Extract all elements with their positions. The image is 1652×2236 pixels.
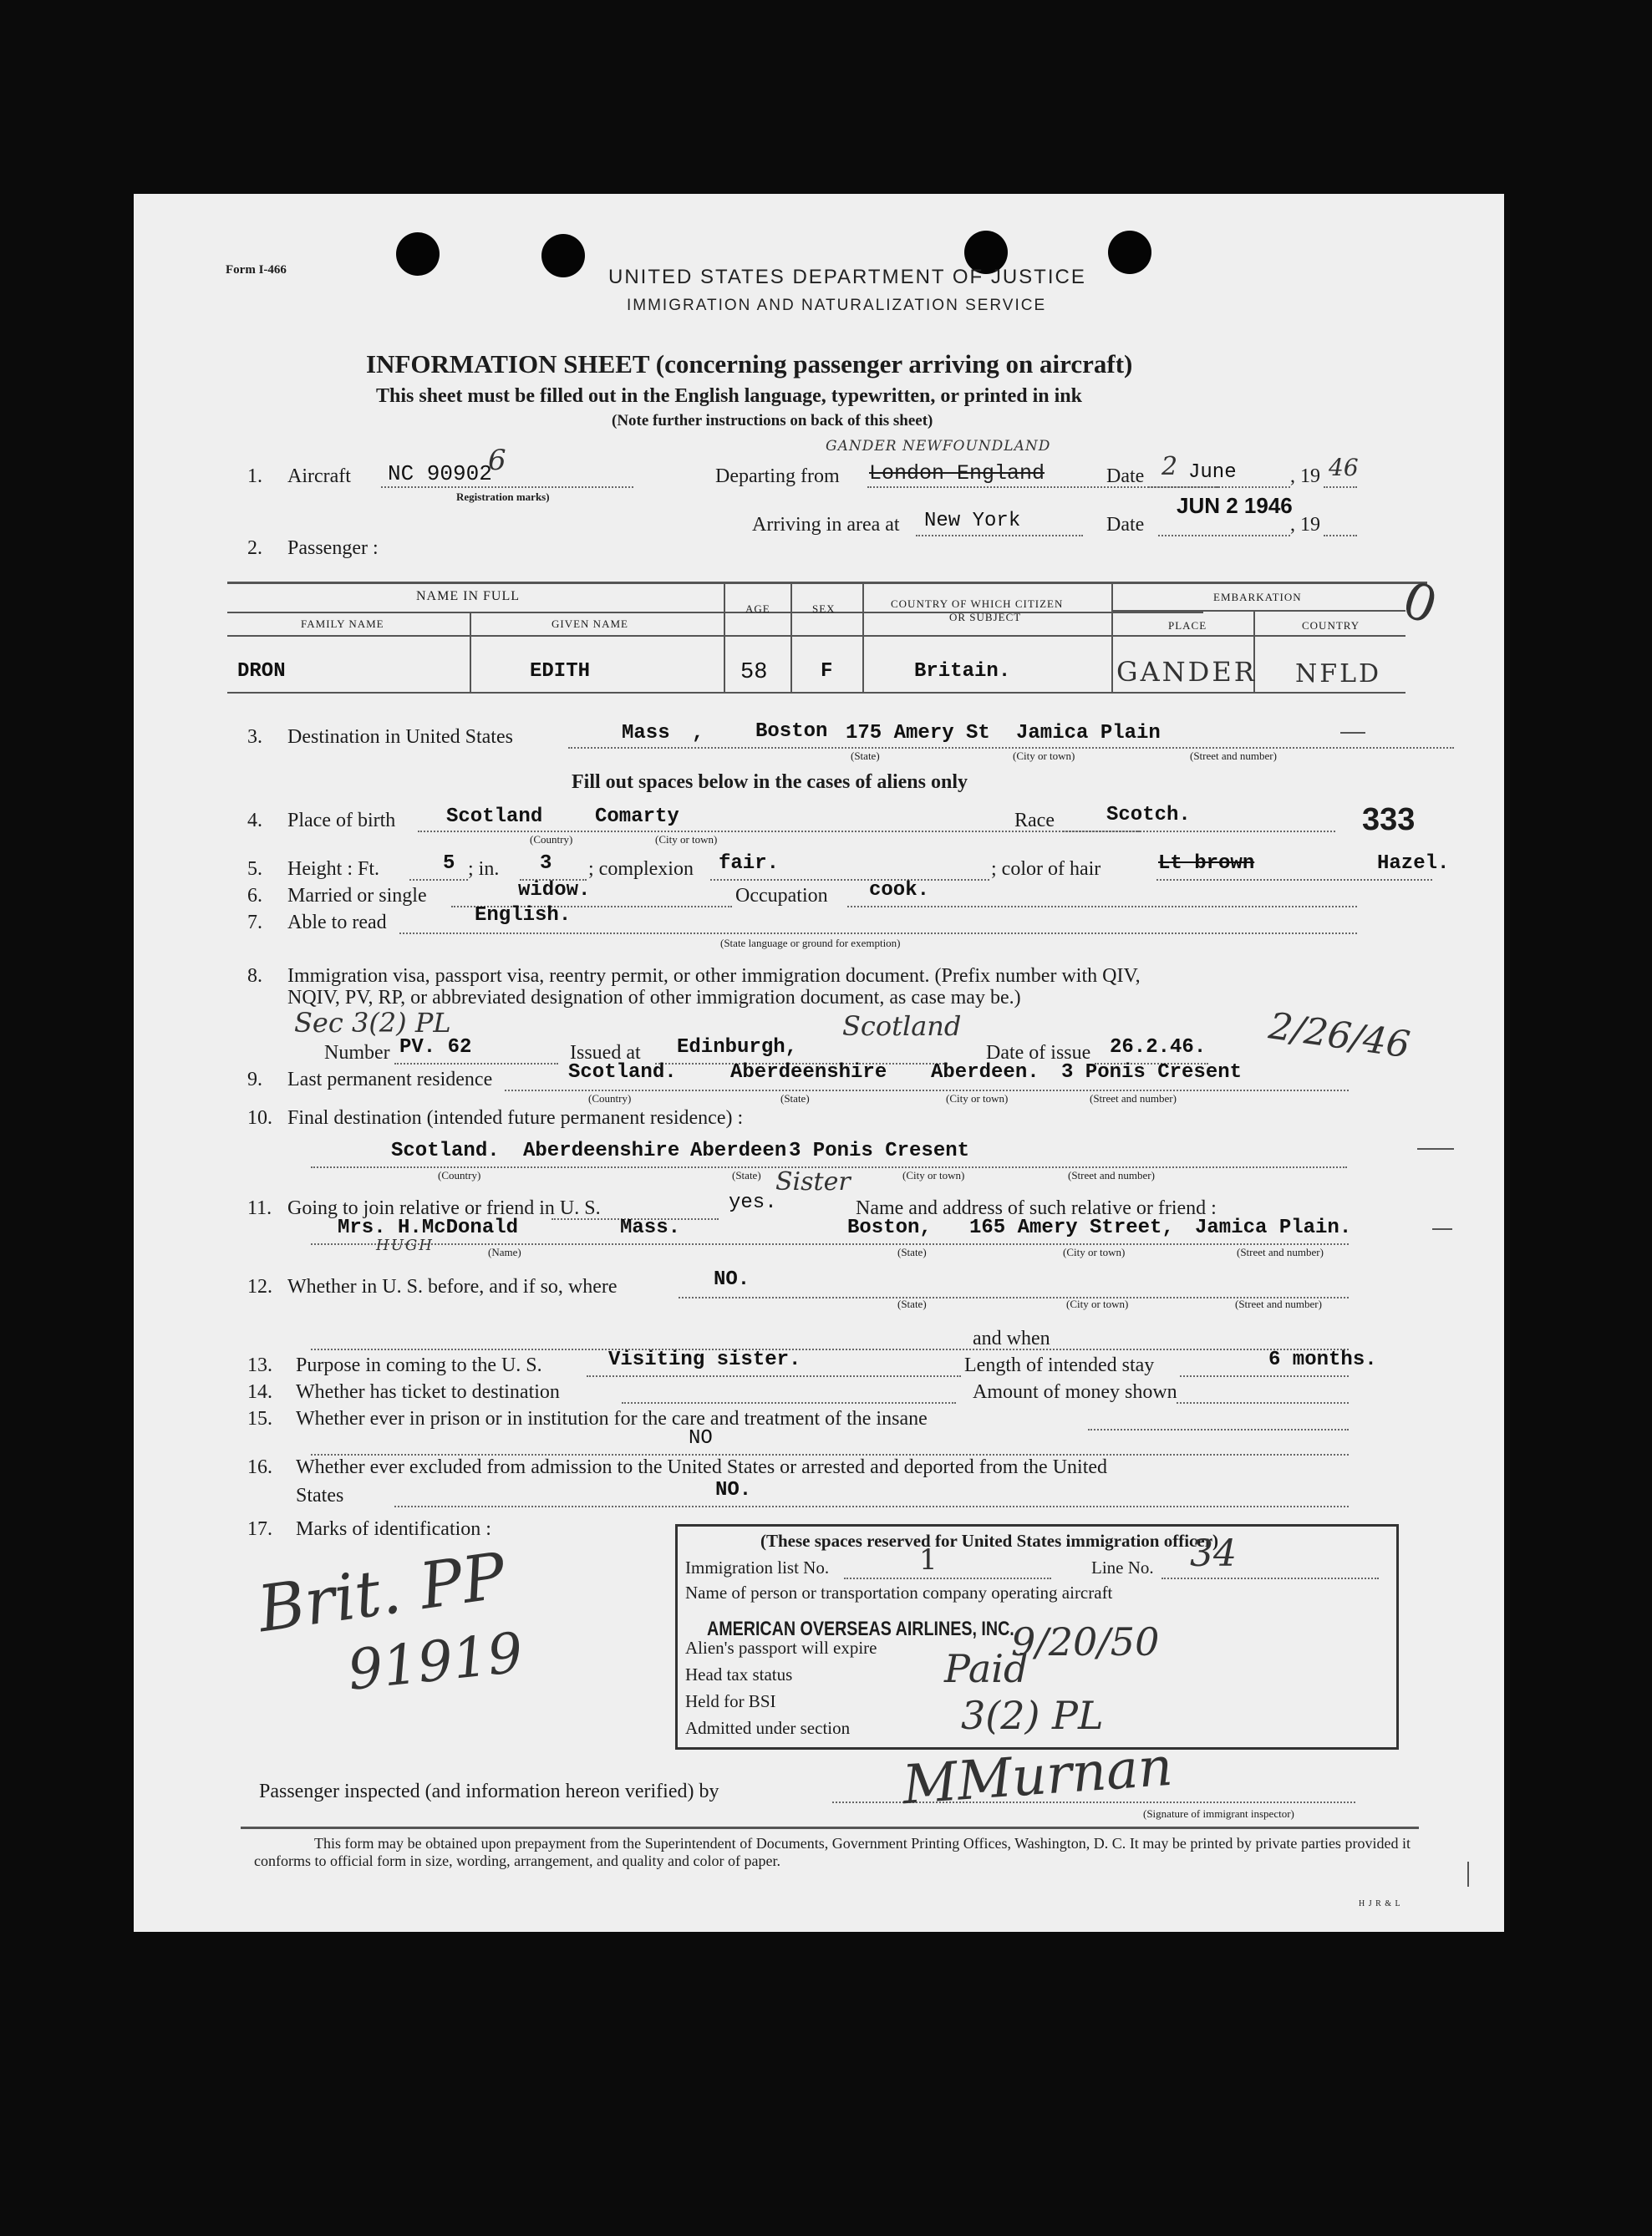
- item-number: 2.: [247, 537, 262, 559]
- issued-at-hw: Scotland: [842, 1010, 962, 1042]
- res-state: Aberdeenshire: [730, 1061, 887, 1084]
- ticket-label: Whether has ticket to destination: [296, 1381, 560, 1403]
- age-header: AGE: [745, 602, 770, 615]
- aliens-heading: Fill out spaces below in the cases of aliens only: [572, 771, 968, 793]
- caption: (Country): [530, 833, 573, 846]
- and-when-label: and when: [973, 1328, 1050, 1349]
- caption: (City or town): [902, 1169, 965, 1182]
- item-number: 8.: [247, 965, 262, 987]
- stamp-333: 333: [1362, 802, 1416, 837]
- fd-state: Aberdeenshire: [523, 1140, 680, 1162]
- birth-country: Scotland: [446, 805, 543, 828]
- year-prefix: , 19: [1290, 514, 1320, 536]
- citizen-header-2: OR SUBJECT: [949, 611, 1022, 623]
- relative-name: Mrs. H.McDonald: [338, 1217, 519, 1239]
- res-street: 3 Ponis Cresent: [1061, 1061, 1243, 1084]
- admitted-value: 3(2) PL: [961, 1693, 1104, 1738]
- in-us-before-label: Whether in U. S. before, and if so, where: [287, 1276, 618, 1298]
- list-no-label: Immigration list No.: [685, 1558, 830, 1578]
- eyes-value: Hazel.: [1377, 852, 1450, 875]
- aircraft-value: NC 90902: [388, 461, 492, 486]
- passport-expire-label: Alien's passport will expire: [685, 1638, 877, 1658]
- operator-label: Name of person or transportation company operating aircraft: [685, 1583, 1113, 1603]
- res-city: Aberdeen.: [931, 1061, 1039, 1084]
- caption: (State): [780, 1092, 810, 1105]
- departing-correction: GANDER NEWFOUNDLAND: [826, 438, 1051, 455]
- name-in-full-header: NAME IN FULL: [416, 589, 520, 603]
- issue-date: 26.2.46.: [1110, 1036, 1207, 1059]
- caption: (Street and number): [1190, 750, 1277, 762]
- caption: (State): [732, 1169, 761, 1182]
- purpose-value: Visiting sister.: [608, 1349, 801, 1371]
- departure-day: 2: [1161, 452, 1178, 481]
- item-number: 4.: [247, 810, 262, 831]
- year-prefix: , 19: [1290, 465, 1320, 487]
- final-destination-label: Final destination (intended future permanent residence) :: [287, 1107, 744, 1129]
- number-label: Number: [324, 1042, 390, 1064]
- complexion-value: fair.: [719, 852, 780, 875]
- res-country: Scotland.: [568, 1061, 677, 1084]
- fd-city: Aberdeen: [690, 1140, 787, 1162]
- embarkation-header: EMBARKATION: [1213, 591, 1302, 603]
- subtitle: This sheet must be filled out in the English language, typewritten, or printed in ink: [376, 385, 1082, 407]
- item-number: 1.: [247, 465, 262, 487]
- sex-value: F: [821, 660, 833, 683]
- dest-state: Mass: [622, 722, 670, 744]
- item-number: 3.: [247, 726, 262, 748]
- departure-year: 46: [1329, 454, 1359, 481]
- visa-number: PV. 62: [399, 1036, 472, 1059]
- marks-hw-1: Brit. PP: [253, 1537, 511, 1647]
- caption: (Country): [588, 1092, 632, 1105]
- item-number: 11.: [247, 1197, 272, 1219]
- fd-street: 3 Ponis Cresent: [789, 1140, 970, 1162]
- departing-value: London England: [869, 461, 1045, 485]
- item-number: 7.: [247, 912, 262, 933]
- country-header: COUNTRY: [1302, 619, 1360, 632]
- department: UNITED STATES DEPARTMENT OF JUSTICE: [608, 266, 1086, 288]
- item-number: 5.: [247, 858, 262, 880]
- service: IMMIGRATION AND NATURALIZATION SERVICE: [627, 297, 1047, 314]
- join-value: yes.: [729, 1192, 777, 1214]
- money-label: Amount of money shown: [973, 1381, 1177, 1403]
- given-name-header: GIVEN NAME: [552, 617, 628, 630]
- caption: (Street and number): [1090, 1092, 1177, 1105]
- relative-area: Jamica Plain.: [1195, 1217, 1352, 1239]
- officer-box-heading: (These spaces reserved for United States immigration officer): [760, 1531, 1219, 1551]
- fd-country: Scotland.: [391, 1140, 500, 1162]
- departure-month: June: [1188, 461, 1237, 484]
- punch-hole: [1108, 231, 1151, 274]
- birth-city: Comarty: [595, 805, 679, 828]
- join-hw: Sister: [775, 1167, 851, 1197]
- item-number: 13.: [247, 1354, 272, 1376]
- line-no-value: 34: [1190, 1532, 1237, 1575]
- item-number: 16.: [247, 1456, 272, 1478]
- height-label: Height : Ft.: [287, 858, 380, 880]
- sex-header: SEX: [812, 602, 836, 615]
- birth-label: Place of birth: [287, 810, 396, 831]
- race-value: Scotch.: [1106, 804, 1191, 826]
- given-name-value: EDITH: [530, 660, 591, 683]
- prison-value: NO: [689, 1427, 713, 1450]
- aircraft-correction: 6: [488, 444, 506, 477]
- item-number: 14.: [247, 1381, 272, 1403]
- admitted-label: Admitted under section: [685, 1718, 851, 1738]
- embark-place-value: GANDER: [1116, 656, 1257, 688]
- place-header: PLACE: [1168, 619, 1207, 632]
- inspected-label: Passenger inspected (and information hereon verified) by: [259, 1781, 719, 1802]
- arrival-date-stamp: JUN 2 1946: [1177, 493, 1293, 518]
- relative-state: Mass.: [620, 1217, 681, 1239]
- hair-label: ; color of hair: [991, 858, 1101, 880]
- relative-name-hw: HUGH: [376, 1237, 434, 1254]
- caption: (City or town): [1063, 1246, 1126, 1258]
- citizenship-value: Britain.: [914, 660, 1011, 683]
- name-address-label: Name and address of such relative or friend :: [856, 1197, 1217, 1219]
- dest-city: Boston: [755, 720, 828, 743]
- form-number: Form I-466: [226, 263, 287, 277]
- height-in: 3: [540, 852, 552, 875]
- caption: (City or town): [655, 833, 718, 846]
- line-no-label: Line No.: [1091, 1558, 1154, 1578]
- information-sheet: [134, 194, 1504, 1932]
- dest-street: 175 Amery St: [846, 722, 990, 744]
- citizen-header-1: COUNTRY OF WHICH CITIZEN: [891, 597, 1064, 610]
- purpose-label: Purpose in coming to the U. S.: [296, 1354, 542, 1376]
- marital-value: widow.: [518, 879, 591, 902]
- caption: (Street and number): [1237, 1246, 1324, 1258]
- caption: (City or town): [946, 1092, 1009, 1105]
- caption: (State): [851, 750, 880, 762]
- item-number: 17.: [247, 1518, 272, 1540]
- issue-date-hw: 2/26/46: [1266, 1004, 1413, 1067]
- date-label: Date: [1106, 514, 1145, 536]
- caption: (Street and number): [1235, 1298, 1322, 1310]
- list-no-value: 1: [919, 1543, 938, 1577]
- dest-area: Jamica Plain: [1016, 722, 1161, 744]
- excluded-label-2: States: [296, 1485, 344, 1507]
- departing-label: Departing from: [715, 465, 840, 487]
- complexion-label: ; complexion: [588, 858, 694, 880]
- item-number: 10.: [247, 1107, 272, 1129]
- relative-city: Boston,: [847, 1217, 932, 1239]
- caption: (City or town): [1066, 1298, 1129, 1310]
- issued-at-value: Edinburgh,: [677, 1036, 798, 1059]
- item-number: 12.: [247, 1276, 272, 1298]
- dest-separator: ,: [692, 722, 704, 744]
- printer-mark: H J R & L: [1359, 1899, 1401, 1908]
- last-residence-label: Last permanent residence: [287, 1069, 493, 1090]
- marks-hw-2: 91919: [344, 1620, 526, 1703]
- date-label: Date: [1106, 465, 1145, 487]
- arriving-label: Arriving in area at: [752, 514, 900, 536]
- page-title: INFORMATION SHEET (concerning passenger arriving on aircraft): [366, 349, 1133, 379]
- embark-country-value: NFLD: [1295, 659, 1382, 689]
- aircraft-label: Aircraft: [287, 465, 351, 487]
- caption: (Street and number): [1068, 1169, 1155, 1182]
- head-tax-label: Head tax status: [685, 1664, 793, 1685]
- marks-label: Marks of identification :: [296, 1518, 491, 1540]
- punch-hole: [541, 234, 585, 277]
- signature-caption: (Signature of immigrant inspector): [1143, 1807, 1294, 1820]
- visa-text-1: Immigration visa, passport visa, reentry permit, or other immigration document. (Prefix number with QIV,: [287, 965, 1141, 987]
- occupation-value: cook.: [869, 879, 930, 902]
- caption: (Name): [488, 1246, 521, 1258]
- length-of-stay-label: Length of intended stay: [964, 1354, 1155, 1376]
- issued-at-label: Issued at: [570, 1042, 641, 1064]
- visa-text-2: NQIV, PV, RP, or abbreviated designation of other immigration document, as case may be.): [287, 987, 1021, 1009]
- item-number: 15.: [247, 1408, 272, 1430]
- in-us-before-value: NO.: [714, 1268, 750, 1291]
- item-number: 9.: [247, 1069, 262, 1090]
- hair-value: Lt brown: [1158, 852, 1255, 875]
- height-ft: 5: [443, 852, 455, 875]
- handwritten-mark: 0: [1395, 570, 1446, 637]
- age-value: 58: [740, 660, 768, 685]
- item-number: 6.: [247, 885, 262, 907]
- inspector-signature: MMurnan: [900, 1735, 1175, 1817]
- arriving-value: New York: [924, 510, 1021, 532]
- destination-label: Destination in United States: [287, 726, 513, 748]
- date-of-issue-label: Date of issue: [986, 1042, 1091, 1064]
- inches-label: ; in.: [468, 858, 500, 880]
- excluded-value: NO.: [715, 1479, 752, 1502]
- stay-value: 6 months.: [1268, 1349, 1377, 1371]
- read-value: English.: [475, 904, 572, 927]
- caption: (City or town): [1013, 750, 1075, 762]
- held-bsi-label: Held for BSI: [685, 1691, 776, 1711]
- caption: (Country): [438, 1169, 481, 1182]
- family-name-header: FAMILY NAME: [301, 617, 384, 630]
- passenger-label: Passenger :: [287, 537, 379, 559]
- married-label: Married or single: [287, 885, 427, 907]
- read-label: Able to read: [287, 912, 387, 933]
- caption: (State): [897, 1246, 927, 1258]
- relative-street: 165 Amery Street,: [969, 1217, 1174, 1239]
- passport-expire-value: 9/20/50: [1011, 1619, 1160, 1664]
- race-label: Race: [1014, 810, 1055, 831]
- excluded-label-1: Whether ever excluded from admission to the United States or arrested and deported from the United: [296, 1456, 1108, 1478]
- prison-label: Whether ever in prison or in institution for the care and treatment of the insane: [296, 1408, 928, 1430]
- punch-hole: [396, 232, 440, 276]
- family-name-value: DRON: [237, 660, 286, 683]
- head-tax-value: Paid: [944, 1646, 1029, 1691]
- occupation-label: Occupation: [735, 885, 828, 907]
- caption: (State language or ground for exemption): [720, 937, 901, 949]
- registration-caption: Registration marks): [456, 490, 550, 503]
- instructions-note: (Note further instructions on back of this sheet): [612, 412, 933, 429]
- caption: (State): [897, 1298, 927, 1310]
- operator-value: AMERICAN OVERSEAS AIRLINES, INC.: [707, 1618, 1014, 1640]
- visa-note: Sec 3(2) PL: [294, 1007, 451, 1039]
- footnote: This form may be obtained upon prepayment from the Superintendent of Documents, Government Printing Offices, Washington, D. C. It may be printed by private parties provided it conforms to official form in size, wording, arrangement, and quality and color of paper.: [254, 1835, 1411, 1869]
- going-to-join-label: Going to join relative or friend in U. S.: [287, 1197, 601, 1219]
